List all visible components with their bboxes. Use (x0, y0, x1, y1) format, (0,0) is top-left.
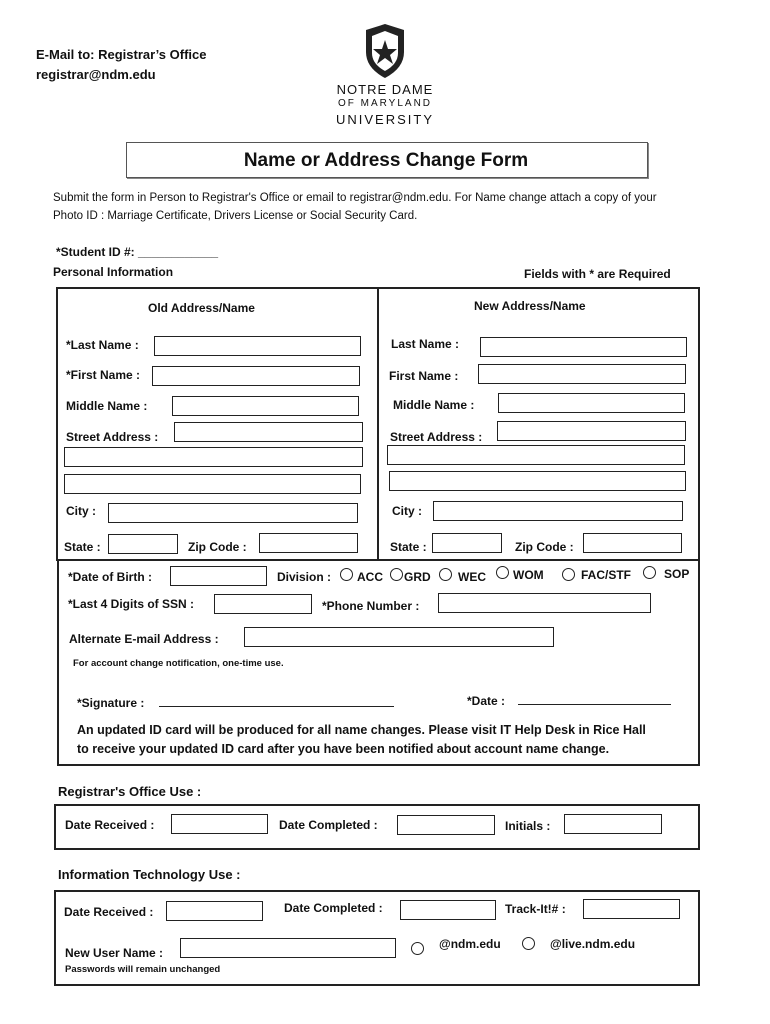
alt-email-note: For account change notification, one-time use. (73, 658, 284, 669)
it-date-received-input[interactable] (166, 901, 263, 921)
new-state-label: State : (390, 540, 427, 554)
radio-acc[interactable] (340, 568, 353, 581)
division-label: Division : (277, 570, 332, 584)
new-first-name-label: First Name : (389, 369, 459, 383)
new-first-name-input[interactable] (478, 364, 686, 384)
division-acc-label: ACC (357, 570, 383, 584)
radio-ndm-edu[interactable] (411, 942, 424, 955)
new-street-input-1[interactable] (497, 421, 686, 441)
signature-line[interactable] (159, 706, 394, 707)
new-zip-label: Zip Code : (515, 540, 574, 554)
division-sop-label: SOP (664, 567, 690, 581)
alt-email-label: Alternate E-mail Address : (69, 632, 219, 646)
phone-label: *Phone Number : (322, 599, 420, 613)
personal-info-heading: Personal Information (53, 265, 174, 279)
old-first-name-input[interactable] (152, 366, 360, 386)
new-zip-input[interactable] (583, 533, 682, 553)
email-to-label: E-Mail to: Registrar’s Office (36, 47, 207, 62)
date-label: *Date : (467, 694, 506, 708)
old-first-name-label: *First Name : (66, 368, 141, 382)
new-street-label: Street Address : (390, 430, 483, 444)
old-street-input-1[interactable] (174, 422, 363, 442)
registrar-date-received-input[interactable] (171, 814, 268, 834)
radio-fac-stf[interactable] (562, 568, 575, 581)
it-heading: Information Technology Use : (58, 867, 241, 882)
address-divider (377, 287, 379, 561)
page-title: Name or Address Change Form (243, 150, 529, 171)
radio-wom[interactable] (496, 566, 509, 579)
ssn-label: *Last 4 Digits of SSN : (68, 597, 195, 611)
id-notice-line-2: to receive your updated ID card after you have been notified about account name change. (77, 742, 610, 756)
registrar-date-received-label: Date Received : (65, 818, 155, 832)
logo-line-1: NOTRE DAME (336, 82, 434, 97)
alt-email-input[interactable] (244, 627, 554, 647)
email-address: registrar@ndm.edu (36, 67, 156, 82)
radio-wec[interactable] (439, 568, 452, 581)
phone-input[interactable] (438, 593, 651, 613)
old-last-name-input[interactable] (154, 336, 361, 356)
dob-input[interactable] (170, 566, 267, 586)
new-city-label: City : (392, 504, 422, 518)
new-user-name-label: New User Name : (65, 946, 164, 960)
old-middle-name-input[interactable] (172, 396, 359, 416)
signature-label: *Signature : (77, 696, 145, 710)
old-city-input[interactable] (108, 503, 358, 523)
division-wec-label: WEC (458, 570, 486, 584)
required-note: Fields with * are Required (524, 267, 671, 281)
ssn-input[interactable] (214, 594, 312, 614)
old-street-input-2[interactable] (64, 447, 363, 467)
old-zip-input[interactable] (259, 533, 358, 553)
radio-live-ndm-edu[interactable] (522, 937, 535, 950)
registrar-date-completed-label: Date Completed : (279, 818, 378, 832)
old-middle-name-label: Middle Name : (66, 399, 148, 413)
division-fac-stf-label: FAC/STF (581, 568, 631, 582)
ndm-edu-label: @ndm.edu (439, 937, 501, 951)
crest-icon (330, 24, 440, 80)
registrar-date-completed-input[interactable] (397, 815, 495, 835)
id-notice-line-1: An updated ID card will be produced for all name changes. Please visit IT Help Desk in Rice Hall (77, 723, 646, 737)
registrar-heading: Registrar's Office Use : (58, 784, 202, 799)
instructions-line-1: Submit the form in Person to Registrar's Office or email to registrar@ndm.edu. For Name change attach a copy of your (53, 192, 657, 204)
date-line[interactable] (518, 704, 671, 705)
instructions-line-2: Photo ID : Marriage Certificate, Drivers License or Social Security Card. (53, 210, 418, 222)
it-date-completed-input[interactable] (400, 900, 496, 920)
old-zip-label: Zip Code : (188, 540, 247, 554)
new-state-input[interactable] (432, 533, 502, 553)
radio-grd[interactable] (390, 568, 403, 581)
new-last-name-input[interactable] (480, 337, 687, 357)
division-wom-label: WOM (513, 568, 544, 582)
student-id-label: *Student ID #: ____________ (56, 245, 219, 259)
logo-line-2: OF MARYLAND (337, 98, 433, 109)
it-date-completed-label: Date Completed : (284, 901, 383, 915)
live-ndm-edu-label: @live.ndm.edu (550, 937, 636, 951)
radio-sop[interactable] (643, 566, 656, 579)
new-user-name-input[interactable] (180, 938, 396, 958)
new-heading: New Address/Name (474, 299, 586, 313)
new-street-input-2[interactable] (387, 445, 685, 465)
registrar-initials-label: Initials : (505, 819, 551, 833)
it-track-it-label: Track-It!# : (505, 902, 566, 916)
division-grd-label: GRD (404, 570, 431, 584)
old-street-input-3[interactable] (64, 474, 361, 494)
it-date-received-label: Date Received : (64, 905, 154, 919)
new-middle-name-input[interactable] (498, 393, 685, 413)
university-logo (330, 24, 440, 132)
old-heading: Old Address/Name (148, 301, 255, 315)
new-middle-name-label: Middle Name : (393, 398, 475, 412)
old-state-label: State : (64, 540, 101, 554)
new-city-input[interactable] (433, 501, 683, 521)
passwords-note: Passwords will remain unchanged (65, 964, 221, 975)
logo-line-3: UNIVERSITY (335, 112, 434, 127)
new-last-name-label: Last Name : (391, 337, 460, 351)
old-street-label: Street Address : (66, 430, 159, 444)
old-state-input[interactable] (108, 534, 178, 554)
it-track-it-input[interactable] (583, 899, 680, 919)
new-street-input-3[interactable] (389, 471, 686, 491)
dob-label: *Date of Birth : (68, 570, 152, 584)
old-last-name-label: *Last Name : (66, 338, 139, 352)
registrar-initials-input[interactable] (564, 814, 662, 834)
old-city-label: City : (66, 504, 96, 518)
